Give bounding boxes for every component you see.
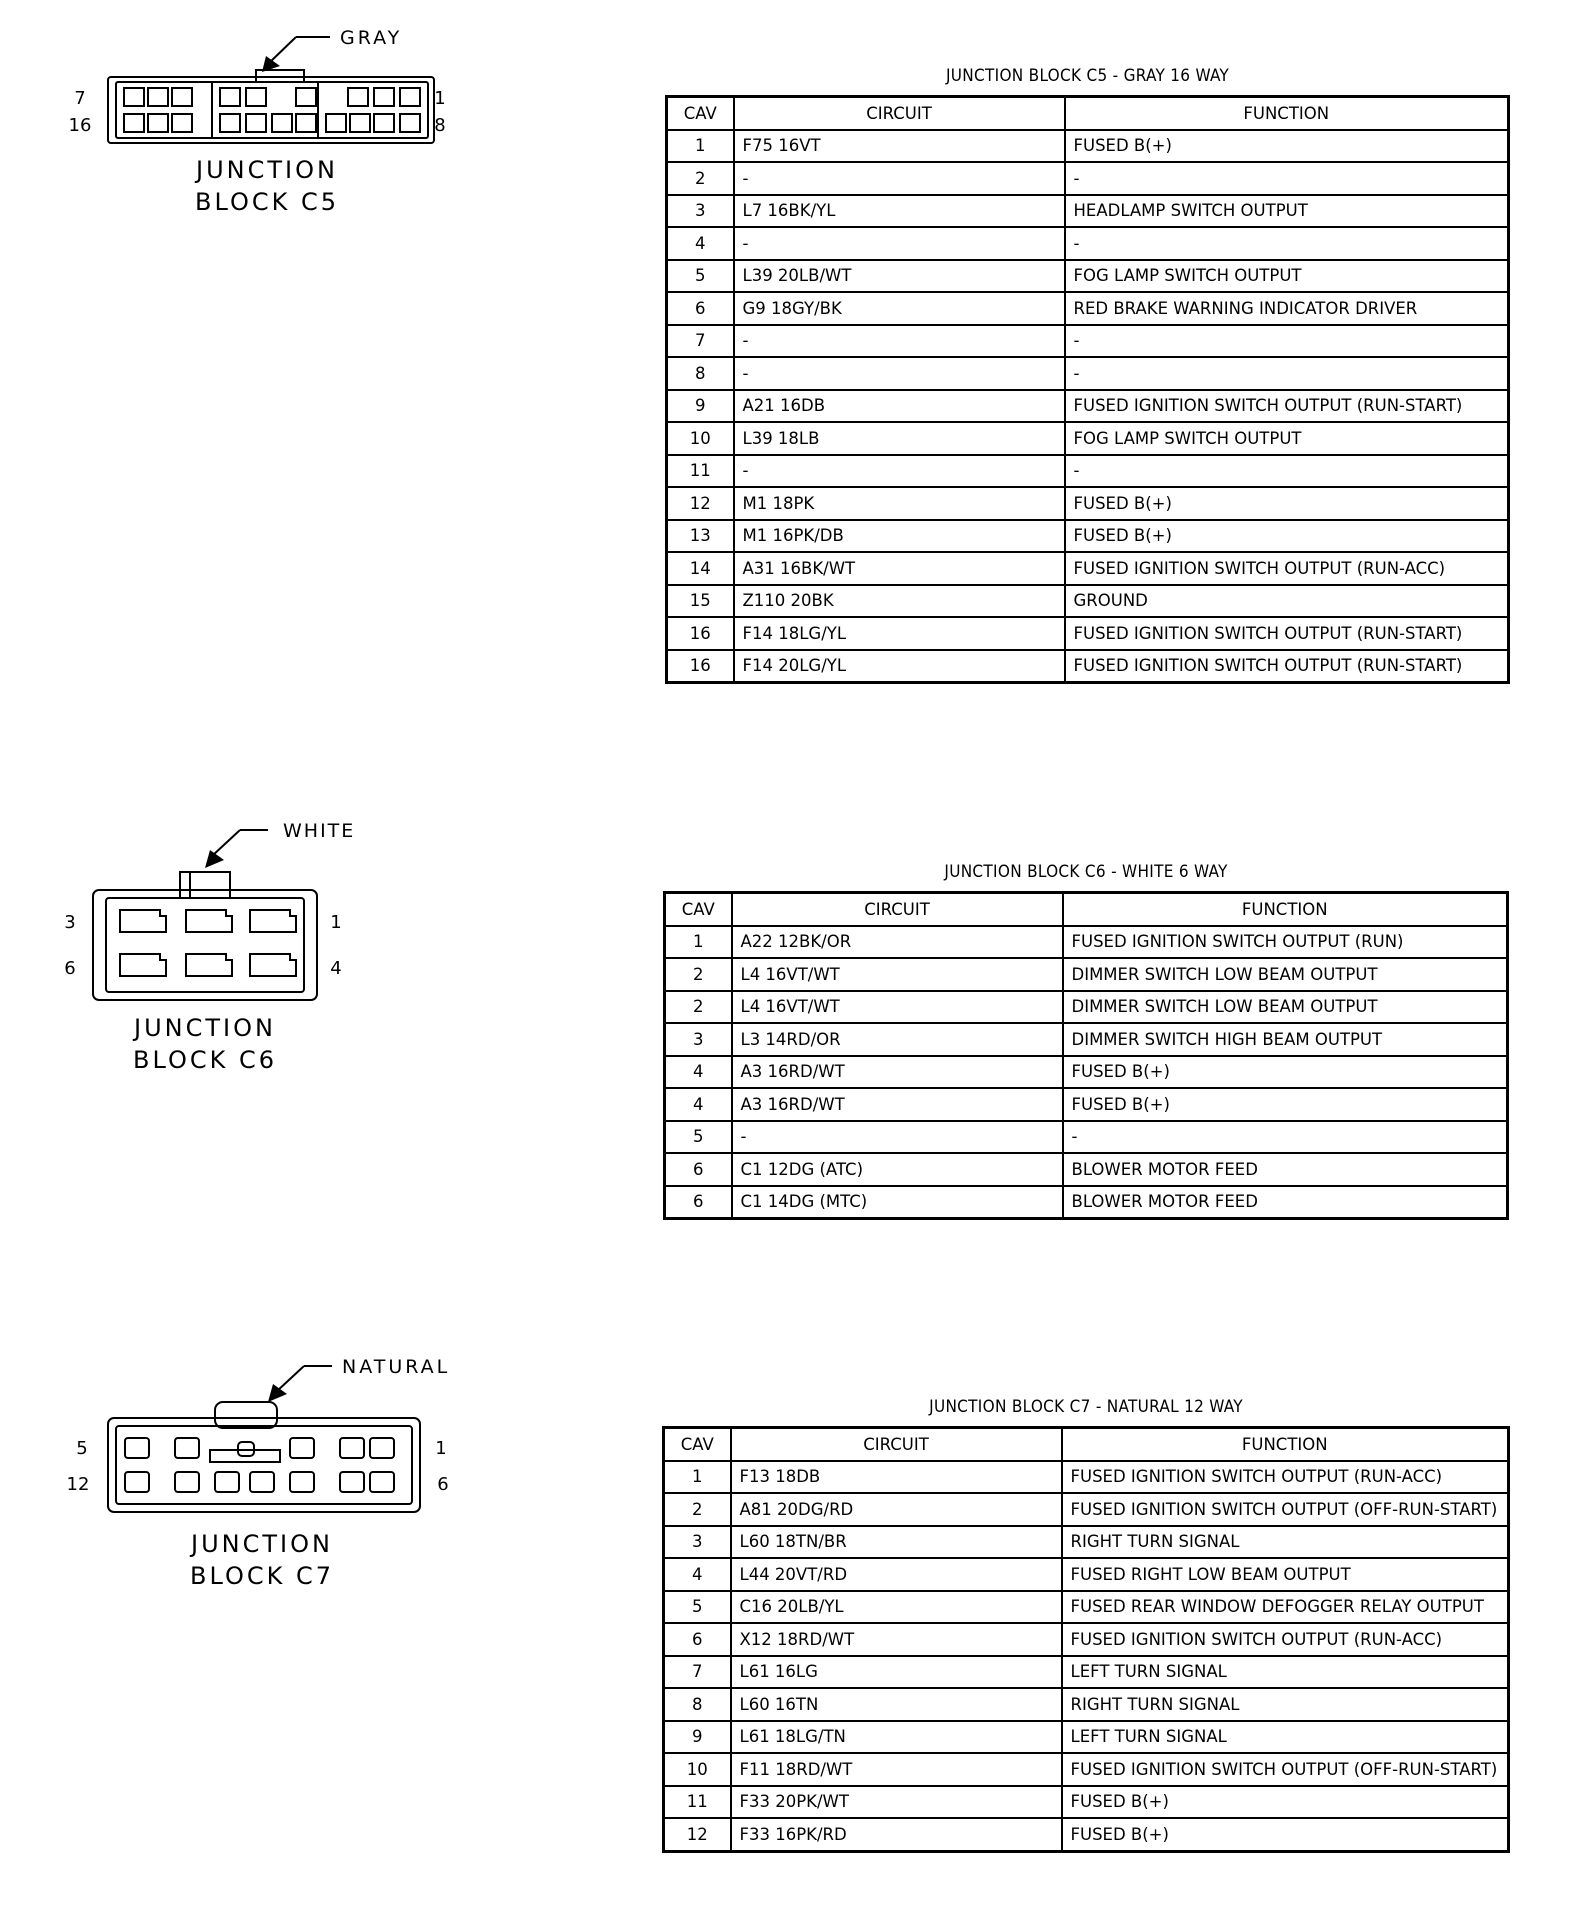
- function-cell: RIGHT TURN SIGNAL: [1062, 1526, 1509, 1559]
- c6-pin-top-right: 1: [330, 912, 342, 933]
- c6-block-label-line2: BLOCK C6: [132, 1046, 278, 1074]
- c5-table-title: JUNCTION BLOCK C5 - GRAY 16 WAY: [945, 66, 1230, 86]
- circuit-cell: L4 16VT/WT: [732, 958, 1063, 991]
- table-row: [665, 1186, 1508, 1219]
- circuit-cell: Z110 20BK: [734, 585, 1065, 618]
- circuit-cell: F14 18LG/YL: [734, 617, 1065, 650]
- c6-table-title: JUNCTION BLOCK C6 - WHITE 6 WAY: [944, 862, 1228, 882]
- table-row: [664, 1688, 1509, 1721]
- c7-pin-bottom-left: 12: [66, 1474, 90, 1495]
- table-row: [664, 1558, 1509, 1591]
- function-cell: FUSED IGNITION SWITCH OUTPUT (RUN-START): [1065, 617, 1509, 650]
- cav-cell: 6: [665, 1186, 732, 1219]
- table-row: [664, 1493, 1509, 1526]
- table-row: [664, 1786, 1509, 1819]
- table-row: [665, 1056, 1508, 1089]
- function-cell: FUSED IGNITION SWITCH OUTPUT (RUN-ACC): [1062, 1461, 1509, 1494]
- cav-cell: 4: [664, 1558, 731, 1591]
- table-header-row: [667, 97, 1509, 130]
- function-cell: HEADLAMP SWITCH OUTPUT: [1065, 195, 1509, 228]
- circuit-cell: L60 16TN: [731, 1688, 1062, 1721]
- circuit-cell: F14 20LG/YL: [734, 650, 1065, 683]
- table-row: [667, 617, 1509, 650]
- header-cav: CAV: [664, 1428, 731, 1461]
- function-cell: -: [1063, 1121, 1508, 1154]
- function-cell: FUSED B(+): [1065, 487, 1509, 520]
- circuit-cell: -: [732, 1121, 1063, 1154]
- header-cav: CAV: [665, 893, 732, 926]
- function-cell: LEFT TURN SIGNAL: [1062, 1721, 1509, 1754]
- circuit-cell: F13 18DB: [731, 1461, 1062, 1494]
- table-row: [665, 958, 1508, 991]
- cav-cell: 10: [664, 1753, 731, 1786]
- circuit-cell: L3 14RD/OR: [732, 1023, 1063, 1056]
- cav-cell: 16: [667, 650, 734, 683]
- header-circuit: CIRCUIT: [734, 97, 1065, 130]
- c5-pin-bottom-right: 8: [434, 115, 446, 136]
- table-row: [667, 422, 1509, 455]
- cav-cell: 4: [667, 227, 734, 260]
- cav-cell: 4: [665, 1088, 732, 1121]
- c5-pin-top-right: 1: [434, 88, 446, 109]
- table-row: [664, 1461, 1509, 1494]
- table-row: [665, 991, 1508, 1024]
- connector-c7-diagram: [0, 1330, 560, 1630]
- header-function: FUNCTION: [1062, 1428, 1509, 1461]
- function-cell: -: [1065, 455, 1509, 488]
- function-cell: LEFT TURN SIGNAL: [1062, 1656, 1509, 1689]
- table-row: [665, 1121, 1508, 1154]
- cav-cell: 16: [667, 617, 734, 650]
- c5-pin-top-left: 7: [74, 88, 86, 109]
- function-cell: DIMMER SWITCH HIGH BEAM OUTPUT: [1063, 1023, 1508, 1056]
- connector-c6-diagram: [0, 790, 560, 1090]
- table-row: [664, 1721, 1509, 1754]
- c7-color-label: NATURAL: [342, 1356, 451, 1378]
- function-cell: FUSED B(+): [1062, 1786, 1509, 1819]
- c7-block-label-line1: JUNCTION: [191, 1530, 333, 1558]
- cav-cell: 5: [664, 1591, 731, 1624]
- table-row: [667, 227, 1509, 260]
- function-cell: FOG LAMP SWITCH OUTPUT: [1065, 422, 1509, 455]
- table-row: [667, 390, 1509, 423]
- cav-cell: 2: [664, 1493, 731, 1526]
- circuit-cell: C1 14DG (MTC): [732, 1186, 1063, 1219]
- c6-color-label: WHITE: [283, 820, 356, 842]
- cav-cell: 2: [667, 162, 734, 195]
- table-row: [667, 292, 1509, 325]
- function-cell: -: [1065, 227, 1509, 260]
- circuit-cell: L39 20LB/WT: [734, 260, 1065, 293]
- cav-cell: 2: [665, 958, 732, 991]
- header-function: FUNCTION: [1065, 97, 1509, 130]
- function-cell: -: [1065, 162, 1509, 195]
- table-row: [667, 195, 1509, 228]
- function-cell: FUSED B(+): [1062, 1818, 1509, 1851]
- c6-pin-top-left: 3: [64, 912, 76, 933]
- c6-pin-bottom-left: 6: [64, 958, 76, 979]
- cav-cell: 7: [667, 325, 734, 358]
- function-cell: RED BRAKE WARNING INDICATOR DRIVER: [1065, 292, 1509, 325]
- c5-pinout-table: [665, 95, 1510, 684]
- function-cell: DIMMER SWITCH LOW BEAM OUTPUT: [1063, 958, 1508, 991]
- circuit-cell: A81 20DG/RD: [731, 1493, 1062, 1526]
- cav-cell: 11: [667, 455, 734, 488]
- cav-cell: 2: [665, 991, 732, 1024]
- c7-pin-top-left: 5: [76, 1438, 88, 1459]
- table-row: [664, 1656, 1509, 1689]
- circuit-cell: L39 18LB: [734, 422, 1065, 455]
- cav-cell: 8: [664, 1688, 731, 1721]
- c7-cavities: [125, 1438, 394, 1492]
- function-cell: FUSED B(+): [1065, 520, 1509, 553]
- table-row: [667, 455, 1509, 488]
- cav-cell: 13: [667, 520, 734, 553]
- cav-cell: 12: [667, 487, 734, 520]
- cav-cell: 6: [664, 1623, 731, 1656]
- table-row: [665, 1153, 1508, 1186]
- cav-cell: 6: [665, 1153, 732, 1186]
- circuit-cell: L44 20VT/RD: [731, 1558, 1062, 1591]
- function-cell: FUSED IGNITION SWITCH OUTPUT (RUN-ACC): [1065, 552, 1509, 585]
- circuit-cell: A21 16DB: [734, 390, 1065, 423]
- circuit-cell: -: [734, 162, 1065, 195]
- cav-cell: 4: [665, 1056, 732, 1089]
- cav-cell: 1: [664, 1461, 731, 1494]
- cav-cell: 1: [667, 130, 734, 163]
- table-row: [667, 487, 1509, 520]
- c7-block-label-line2: BLOCK C7: [189, 1562, 335, 1590]
- function-cell: FUSED IGNITION SWITCH OUTPUT (RUN-START): [1065, 650, 1509, 683]
- circuit-cell: F33 16PK/RD: [731, 1818, 1062, 1851]
- c5-color-label: GRAY: [340, 27, 403, 49]
- c6-cavities: [120, 910, 296, 976]
- circuit-cell: L60 18TN/BR: [731, 1526, 1062, 1559]
- function-cell: -: [1065, 357, 1509, 390]
- circuit-cell: L61 16LG: [731, 1656, 1062, 1689]
- function-cell: FUSED REAR WINDOW DEFOGGER RELAY OUTPUT: [1062, 1591, 1509, 1624]
- table-header-row: [665, 893, 1508, 926]
- cav-cell: 8: [667, 357, 734, 390]
- circuit-cell: A3 16RD/WT: [732, 1056, 1063, 1089]
- circuit-cell: -: [734, 325, 1065, 358]
- cav-cell: 14: [667, 552, 734, 585]
- circuit-cell: C16 20LB/YL: [731, 1591, 1062, 1624]
- table-row: [667, 130, 1509, 163]
- table-row: [667, 552, 1509, 585]
- circuit-cell: M1 18PK: [734, 487, 1065, 520]
- c7-pin-bottom-right: 6: [437, 1474, 449, 1495]
- cav-cell: 9: [664, 1721, 731, 1754]
- circuit-cell: -: [734, 357, 1065, 390]
- circuit-cell: -: [734, 455, 1065, 488]
- connector-c5-diagram: [0, 0, 560, 240]
- c6-pinout-table: [663, 891, 1509, 1220]
- c7-pointer-arrow: [268, 1384, 287, 1402]
- cav-cell: 7: [664, 1656, 731, 1689]
- table-row: [665, 926, 1508, 959]
- cav-cell: 5: [665, 1121, 732, 1154]
- table-row: [664, 1623, 1509, 1656]
- circuit-cell: X12 18RD/WT: [731, 1623, 1062, 1656]
- function-cell: FUSED B(+): [1065, 130, 1509, 163]
- table-row: [665, 1088, 1508, 1121]
- cav-cell: 10: [667, 422, 734, 455]
- function-cell: FUSED IGNITION SWITCH OUTPUT (OFF-RUN-START): [1062, 1753, 1509, 1786]
- circuit-cell: A3 16RD/WT: [732, 1088, 1063, 1121]
- table-row: [667, 357, 1509, 390]
- cav-cell: 3: [664, 1526, 731, 1559]
- table-row: [664, 1526, 1509, 1559]
- cav-cell: 12: [664, 1818, 731, 1851]
- cav-cell: 5: [667, 260, 734, 293]
- table-row: [667, 260, 1509, 293]
- cav-cell: 9: [667, 390, 734, 423]
- circuit-cell: L7 16BK/YL: [734, 195, 1065, 228]
- c7-pinout-table: [662, 1426, 1510, 1853]
- table-row: [667, 520, 1509, 553]
- header-circuit: CIRCUIT: [731, 1428, 1062, 1461]
- c6-block-label-line1: JUNCTION: [134, 1014, 276, 1042]
- function-cell: FUSED IGNITION SWITCH OUTPUT (RUN): [1063, 926, 1508, 959]
- circuit-cell: L4 16VT/WT: [732, 991, 1063, 1024]
- circuit-cell: A31 16BK/WT: [734, 552, 1065, 585]
- cav-cell: 3: [665, 1023, 732, 1056]
- circuit-cell: -: [734, 227, 1065, 260]
- c7-table-title: JUNCTION BLOCK C7 - NATURAL 12 WAY: [929, 1397, 1243, 1417]
- table-row: [667, 325, 1509, 358]
- table-row: [664, 1591, 1509, 1624]
- header-cav: CAV: [667, 97, 734, 130]
- function-cell: FUSED B(+): [1063, 1088, 1508, 1121]
- c5-pin-bottom-left: 16: [68, 115, 92, 136]
- function-cell: FUSED IGNITION SWITCH OUTPUT (RUN-START): [1065, 390, 1509, 423]
- circuit-cell: F33 20PK/WT: [731, 1786, 1062, 1819]
- cav-cell: 15: [667, 585, 734, 618]
- function-cell: BLOWER MOTOR FEED: [1063, 1186, 1508, 1219]
- circuit-cell: M1 16PK/DB: [734, 520, 1065, 553]
- header-function: FUNCTION: [1063, 893, 1508, 926]
- cav-cell: 1: [665, 926, 732, 959]
- cav-cell: 6: [667, 292, 734, 325]
- function-cell: BLOWER MOTOR FEED: [1063, 1153, 1508, 1186]
- c5-cavities: [124, 88, 420, 132]
- circuit-cell: C1 12DG (ATC): [732, 1153, 1063, 1186]
- c7-pin-top-right: 1: [435, 1438, 447, 1459]
- function-cell: -: [1065, 325, 1509, 358]
- table-row: [664, 1818, 1509, 1851]
- c6-pin-bottom-right: 4: [330, 958, 342, 979]
- circuit-cell: F11 18RD/WT: [731, 1753, 1062, 1786]
- table-header-row: [664, 1428, 1509, 1461]
- function-cell: FUSED B(+): [1063, 1056, 1508, 1089]
- circuit-cell: L61 18LG/TN: [731, 1721, 1062, 1754]
- circuit-cell: G9 18GY/BK: [734, 292, 1065, 325]
- function-cell: FUSED IGNITION SWITCH OUTPUT (OFF-RUN-START): [1062, 1493, 1509, 1526]
- circuit-cell: F75 16VT: [734, 130, 1065, 163]
- cav-cell: 11: [664, 1786, 731, 1819]
- table-row: [667, 162, 1509, 195]
- c5-block-label-line1: JUNCTION: [196, 156, 338, 184]
- function-cell: FUSED IGNITION SWITCH OUTPUT (RUN-ACC): [1062, 1623, 1509, 1656]
- table-row: [667, 585, 1509, 618]
- table-row: [665, 1023, 1508, 1056]
- table-row: [667, 650, 1509, 683]
- c5-block-label-line2: BLOCK C5: [194, 188, 340, 216]
- cav-cell: 3: [667, 195, 734, 228]
- function-cell: RIGHT TURN SIGNAL: [1062, 1688, 1509, 1721]
- function-cell: FOG LAMP SWITCH OUTPUT: [1065, 260, 1509, 293]
- table-row: [664, 1753, 1509, 1786]
- function-cell: GROUND: [1065, 585, 1509, 618]
- header-circuit: CIRCUIT: [732, 893, 1063, 926]
- function-cell: FUSED RIGHT LOW BEAM OUTPUT: [1062, 1558, 1509, 1591]
- circuit-cell: A22 12BK/OR: [732, 926, 1063, 959]
- function-cell: DIMMER SWITCH LOW BEAM OUTPUT: [1063, 991, 1508, 1024]
